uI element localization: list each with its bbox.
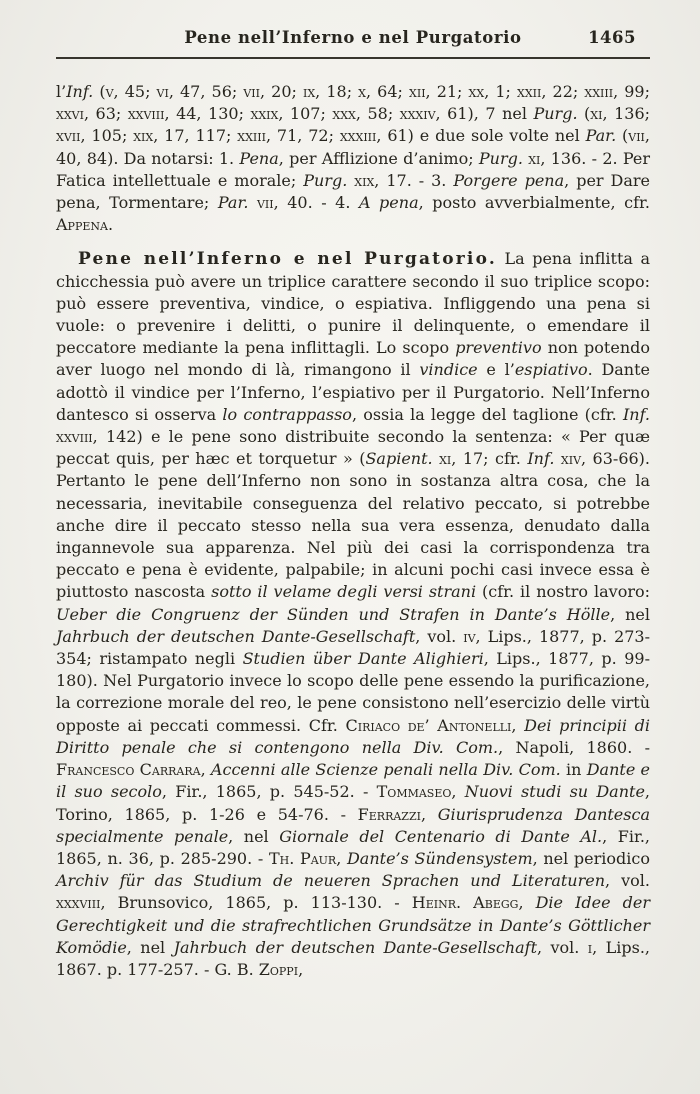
text-run: ). Da notarsi: 1.: [107, 148, 240, 168]
text-run: , 40. - 4.: [273, 193, 359, 213]
text-run: Pene nell’Inferno e nel Purgatorio.: [78, 249, 497, 270]
text-run: Giurisprudenza Dantesca specialmente penale: [56, 804, 650, 846]
text-run: , nel: [126, 937, 174, 957]
text-run: , Brunsovico, 1865, p. 113-130. -: [100, 893, 412, 913]
text-run: , Lips., 1877, p. 273-354; ristampato negli: [56, 626, 651, 669]
text-run: xi: [528, 148, 541, 168]
text-run: , nel: [610, 604, 651, 624]
text-run: l’: [56, 82, 67, 101]
text-run: Dante’s Sündensystem: [346, 848, 533, 868]
text-run: Inf.: [66, 82, 94, 101]
text-run: , Torino, 1865, p. 1-26 e 54-76. -: [56, 782, 651, 824]
text-run: Ferrazzi: [357, 804, 421, 824]
text-run: (: [577, 104, 591, 124]
text-run: , 17. - 3.: [374, 170, 454, 190]
running-head-title: Pene nell’Inferno e nel Purgatorio: [184, 28, 522, 47]
text-run: non potendo aver luogo nel mondo di là, rimangono il: [56, 338, 650, 380]
text-run: A pena: [358, 193, 419, 213]
text-run: Jahrbuch der deutschen Dante-Gesellschaft: [56, 626, 416, 646]
text-run: xxxviii: [56, 893, 101, 913]
paragraph-continuation: [56, 81, 650, 236]
text-run: , vol.: [605, 871, 650, 891]
text-run: , Napoli, 1860. -: [498, 737, 650, 757]
text-run: Inf.: [622, 404, 651, 424]
text-run: Th. Paur: [268, 848, 337, 868]
text-run: ,: [336, 848, 347, 868]
text-run: (: [93, 82, 106, 101]
text-run: vii: [256, 193, 274, 213]
text-run: ,: [511, 715, 525, 735]
text-run: Sapient.: [365, 449, 433, 469]
text-run: , 63-66). Pertanto le pene dell’Inferno non sono in sostanza altra cosa, che la necessaria, inevitabile conseguenza del relativo peccato, si potrebbe anche dire il peccato stesso nella sua vera essenza, denudato dalla ingannevole sua apparenza. Nel più dei casi la corrispondenza tra peccato e pena è evidente, palpabile; in alcuni pochi casi invece essa è piuttosto nascosta: [56, 449, 651, 602]
text-run: , per Dare pena, Tormentare;: [56, 170, 651, 213]
text-run: Purg.: [533, 104, 578, 124]
text-run: ) e due sole volte nel: [407, 126, 586, 146]
text-run: xiv: [560, 449, 582, 469]
text-run: ,: [200, 760, 211, 780]
text-run: , Fir., 1865, p. 545-52. -: [161, 782, 377, 802]
text-run: Jahrbuch der deutschen Dante-Gesellschaft: [173, 937, 538, 957]
text-run: lo contrappasso: [222, 404, 352, 424]
text-run: Heinr. Abegg: [411, 893, 519, 913]
text-run: vii, 40, 84: [56, 126, 650, 168]
text-run: Giornale del Centenario di Dante Al.: [279, 826, 603, 846]
text-run: Purg.: [478, 148, 523, 168]
text-run: . Dante adottò il vindice per l’Inferno, l’espiativo per il Purgatorio. Nell’Inferno dantesco si osserva: [56, 360, 651, 424]
text-run: Studien über Dante Alighieri: [242, 649, 484, 669]
text-run: xi, 136; xvii, 105; xix, 17, 117; xxiii, 71, 72; xxxiii, 61: [56, 104, 651, 146]
text-run: Par.: [585, 126, 617, 146]
text-run: xxviii: [56, 427, 93, 447]
text-run: Dei principii di Diritto penale che si contengono nella Div. Com.: [56, 715, 650, 757]
text-run: , 142) e le pene sono distribuite secondo la sentenza: « Per quæ peccat quis, per hæc et torquetur » (: [56, 427, 650, 469]
text-run: vindice: [419, 360, 478, 380]
text-run: Par.: [217, 193, 249, 213]
text-run: Purg.: [303, 170, 348, 190]
text-run: v, 45; vi, 47, 56; vii, 20; ix, 18; x, 64; xii, 21; xx, 1; xxii, 22; xxiii, 99; xxvi, 63; xxviii, 44, 130; xxix, 107; xxx, 58; xxxiv, 61: [56, 82, 650, 124]
text-run: , Lips., 1867. p. 177-257. -: [56, 937, 650, 979]
text-run: La pena inflitta a chicchessia può avere un triplice carattere secondo il suo triplice scopo: può essere preventiva, vindice, o espiativa. Infliggendo una pena si vuole: o prevenire i delitti, o punire il delinquente, o emendare il peccatore mediante la pena inflittagli. Lo scopo: [56, 249, 650, 358]
text-run: , nel: [228, 826, 280, 846]
text-run: in: [560, 760, 587, 780]
text-run: Ueber die Congruenz der Sünden und Strafen in Dante’s Hölle: [56, 604, 611, 624]
text-run: ,: [298, 959, 304, 979]
text-run: Die Idee der Gerechtigkeit und die strafrechtlichen Grundsätze in Dante’s Göttlicher Komödie: [56, 893, 651, 957]
text-run: sotto il velame degli versi strani: [211, 582, 477, 602]
text-run: .: [107, 215, 114, 235]
text-run: ,: [420, 804, 438, 824]
text-run: Inf.: [527, 449, 555, 469]
entry-text: [56, 81, 650, 981]
text-run: [248, 193, 257, 212]
text-run: Porgere pena: [453, 170, 565, 190]
text-run: preventivo: [455, 338, 542, 358]
text-run: , per Afflizione d’animo;: [278, 148, 479, 168]
paragraph-entry: [56, 248, 650, 981]
text-run: i: [587, 937, 593, 957]
text-run: , Lips., 1877, p. 99-180). Nel Purgatorio invece lo scopo delle pene essendo la purificazione, la correzione morale del reo, le pene consistono nell’esercizio delle virtù opposte ai peccati commessi. Cfr.: [56, 649, 650, 735]
text-run: Ciriaco de’ Antonelli: [345, 715, 512, 735]
text-run: xix: [354, 170, 375, 190]
text-run: , nel periodico: [532, 848, 650, 868]
text-run: , posto avverbialmente, cfr.: [418, 193, 651, 213]
text-run: (cfr. il nostro lavoro:: [476, 582, 650, 602]
text-run: Appena: [56, 215, 108, 235]
page-number: 1465: [588, 28, 636, 47]
running-header: [56, 28, 650, 52]
text-run: xi: [439, 449, 452, 469]
text-run: G. B. Zoppi: [214, 959, 299, 979]
text-run: Accenni alle Scienze penali nella Div. Com.: [210, 760, 561, 780]
text-run: espiativo: [514, 360, 588, 380]
text-run: iv: [463, 626, 476, 646]
text-run: , 136. - 2. Per Fatica intellettuale e morale;: [56, 148, 651, 190]
text-run: ), 7 nel: [467, 104, 534, 124]
text-run: , 17; cfr.: [451, 449, 528, 469]
text-run: ,: [518, 893, 536, 913]
text-run: , vol.: [415, 626, 464, 646]
text-run: Dante e il suo secolo: [56, 760, 651, 802]
header-rule: [56, 57, 650, 59]
text-run: Nuovi studi su Dante: [464, 782, 645, 802]
text-run: Francesco Carrara: [56, 760, 201, 780]
text-run: , vol.: [537, 937, 588, 957]
text-run: ,: [451, 782, 465, 802]
text-run: Pena: [239, 148, 279, 168]
text-run: e l’: [477, 360, 515, 380]
text-run: (: [616, 126, 629, 146]
text-run: , ossia la legge del taglione (cfr.: [351, 404, 623, 424]
text-run: Archiv für das Studium de neueren Sprachen und Literaturen: [56, 871, 606, 891]
text-run: Tommaseo: [376, 782, 452, 802]
text-run: , Fir., 1865, n. 36, p. 285-290. -: [56, 826, 650, 868]
